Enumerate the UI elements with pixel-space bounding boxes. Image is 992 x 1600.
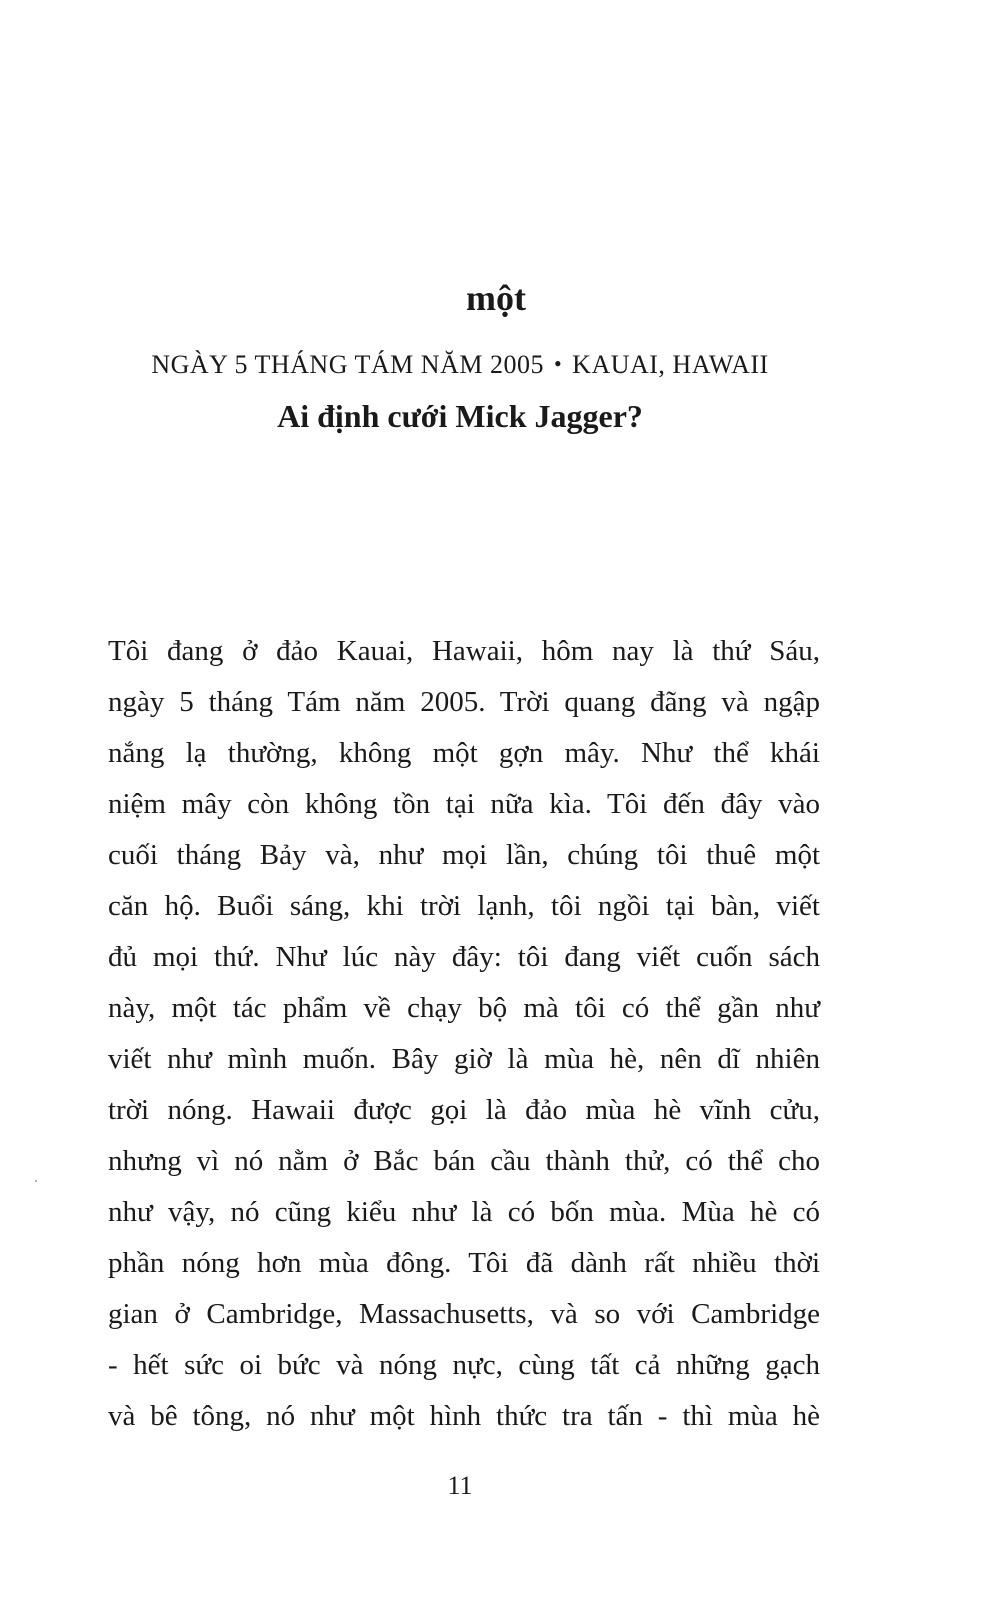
text-line: này, một tác phẩm về chạy bộ mà tôi có thể gần như	[108, 992, 820, 1024]
text-line: viết như mình muốn. Bây giờ là mùa hè, nên dĩ nhiên	[108, 1043, 820, 1075]
text-line: nắng lạ thường, không một gợn mây. Như thể khái	[108, 737, 820, 769]
chapter-date: NGÀY 5 THÁNG TÁM NĂM 2005	[151, 350, 544, 379]
text-line: như vậy, nó cũng kiểu như là có bốn mùa. Mùa hè có	[108, 1196, 820, 1228]
chapter-location: KAUAI, HAWAII	[572, 350, 769, 379]
text-line: Tôi đang ở đảo Kauai, Hawaii, hôm nay là thứ Sáu,	[108, 635, 820, 667]
text-line: niệm mây còn không tồn tại nữa kìa. Tôi đến đây vào	[108, 788, 820, 820]
text-line: - hết sức oi bức và nóng nực, cùng tất cả những gạch	[108, 1349, 820, 1381]
chapter-date-location	[0, 348, 920, 381]
bullet-separator: •	[553, 351, 563, 376]
body-paragraph	[108, 626, 820, 1442]
text-line: căn hộ. Buổi sáng, khi trời lạnh, tôi ngồi tại bàn, viết	[108, 890, 820, 922]
text-line: ngày 5 tháng Tám năm 2005. Trời quang đãng và ngập	[108, 686, 820, 718]
chapter-number: một	[466, 278, 526, 318]
text-line: trời nóng. Hawaii được gọi là đảo mùa hè vĩnh cửu,	[108, 1094, 820, 1126]
text-line: và bê tông, nó như một hình thức tra tấn - thì mùa hè	[108, 1400, 820, 1432]
page-number: 11	[447, 1471, 473, 1500]
text-line: đủ mọi thứ. Như lúc này đây: tôi đang viết cuốn sách	[108, 941, 820, 973]
text-line: gian ở Cambridge, Massachusetts, và so với Cambridge	[108, 1298, 820, 1330]
scan-speck	[35, 1180, 37, 1182]
text-line: nhưng vì nó nằm ở Bắc bán cầu thành thử, có thể cho	[108, 1145, 820, 1177]
chapter-title: Ai định cưới Mick Jagger?	[277, 398, 643, 434]
text-line: cuối tháng Bảy và, như mọi lần, chúng tôi thuê một	[108, 839, 820, 871]
text-line: phần nóng hơn mùa đông. Tôi đã dành rất nhiều thời	[108, 1247, 820, 1279]
